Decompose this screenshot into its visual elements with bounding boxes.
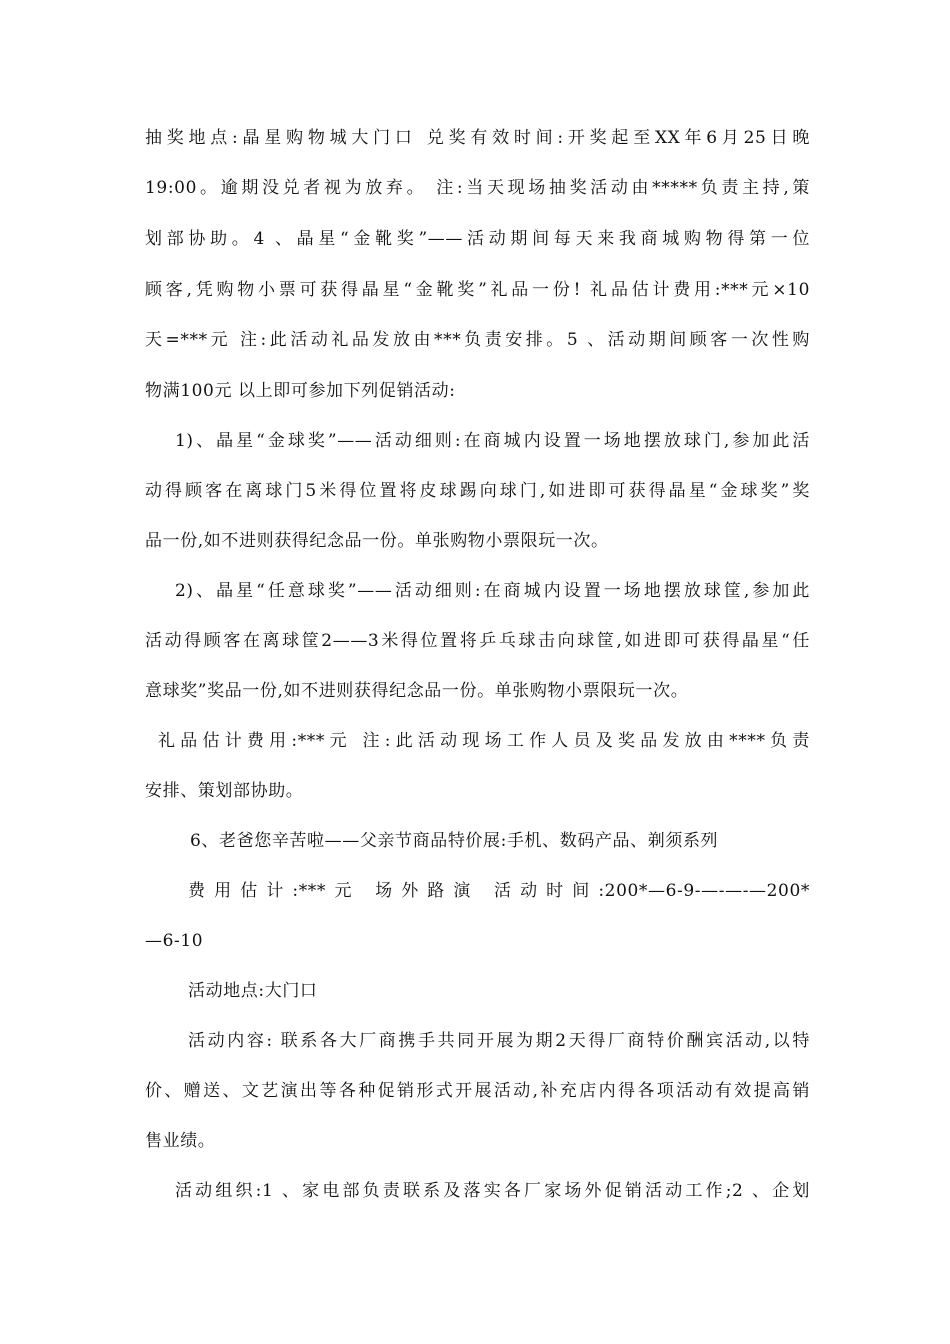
paragraph-line: —6-10: [145, 931, 204, 951]
paragraph-line: 售业绩。: [145, 1131, 216, 1151]
paragraph-line: 活动内容: 联系各大厂商携手共同开展为期2天得厂商特价酬宾活动,以特: [188, 1031, 810, 1051]
paragraph-line: 费用估计:***元 场外路演 活动时间:200*—6-9-—-—-—200*: [188, 881, 810, 901]
paragraph-line: 品一份,如不进则获得纪念品一份。单张购物小票限玩一次。: [145, 531, 609, 551]
paragraph-line: 动得顾客在离球门5米得位置将皮球踢向球门,如进即可获得晶星“金球奖”奖: [145, 481, 810, 501]
paragraph-line: 物满100元 以上即可参加下列促销活动:: [145, 381, 456, 401]
paragraph-line: 抽奖地点:晶星购物城大门口 兑奖有效时间:开奖起至XX年6月25日晚: [145, 128, 810, 148]
paragraph-line: 顾客,凭购物小票可获得晶星“金靴奖”礼品一份! 礼品估计费用:***元×10: [145, 280, 810, 300]
paragraph-line: 2)、晶星“任意球奖”——活动细则:在商城内设置一场地摆放球筐,参加此: [175, 581, 810, 601]
paragraph-line: 价、赠送、文艺演出等各种促销形式开展活动,补充店内得各项活动有效提高销: [145, 1081, 810, 1101]
paragraph-line: 活动地点:大门口: [188, 981, 318, 1001]
paragraph-line: 19:00。逾期没兑者视为放弃。 注:当天现场抽奖活动由*****负责主持,策: [145, 178, 810, 198]
paragraph-line: 1)、晶星“金球奖”——活动细则:在商城内设置一场地摆放球门,参加此活: [175, 431, 810, 451]
paragraph-line: 安排、策划部协助。: [145, 781, 304, 801]
paragraph-line: 6、老爸您辛苦啦——父亲节商品特价展:手机、数码产品、剃须系列: [190, 831, 719, 851]
paragraph-line: 礼品估计费用:***元 注:此活动现场工作人员及奖品发放由****负责: [158, 731, 810, 751]
paragraph-line: 活动得顾客在离球筐2——3米得位置将乒乓球击向球筐,如进即可获得晶星“任: [145, 631, 810, 651]
paragraph-line: 天=***元 注:此活动礼品发放由***负责安排。5 、活动期间顾客一次性购: [145, 330, 810, 350]
paragraph-line: 活动组织:1 、家电部负责联系及落实各厂家场外促销活动工作;2 、企划: [175, 1181, 810, 1201]
paragraph-line: 划部协助。4 、晶星“金靴奖”——活动期间每天来我商城购物得第一位: [145, 229, 810, 249]
paragraph-line: 意球奖”奖品一份,如不进则获得纪念品一份。单张购物小票限玩一次。: [145, 681, 689, 701]
